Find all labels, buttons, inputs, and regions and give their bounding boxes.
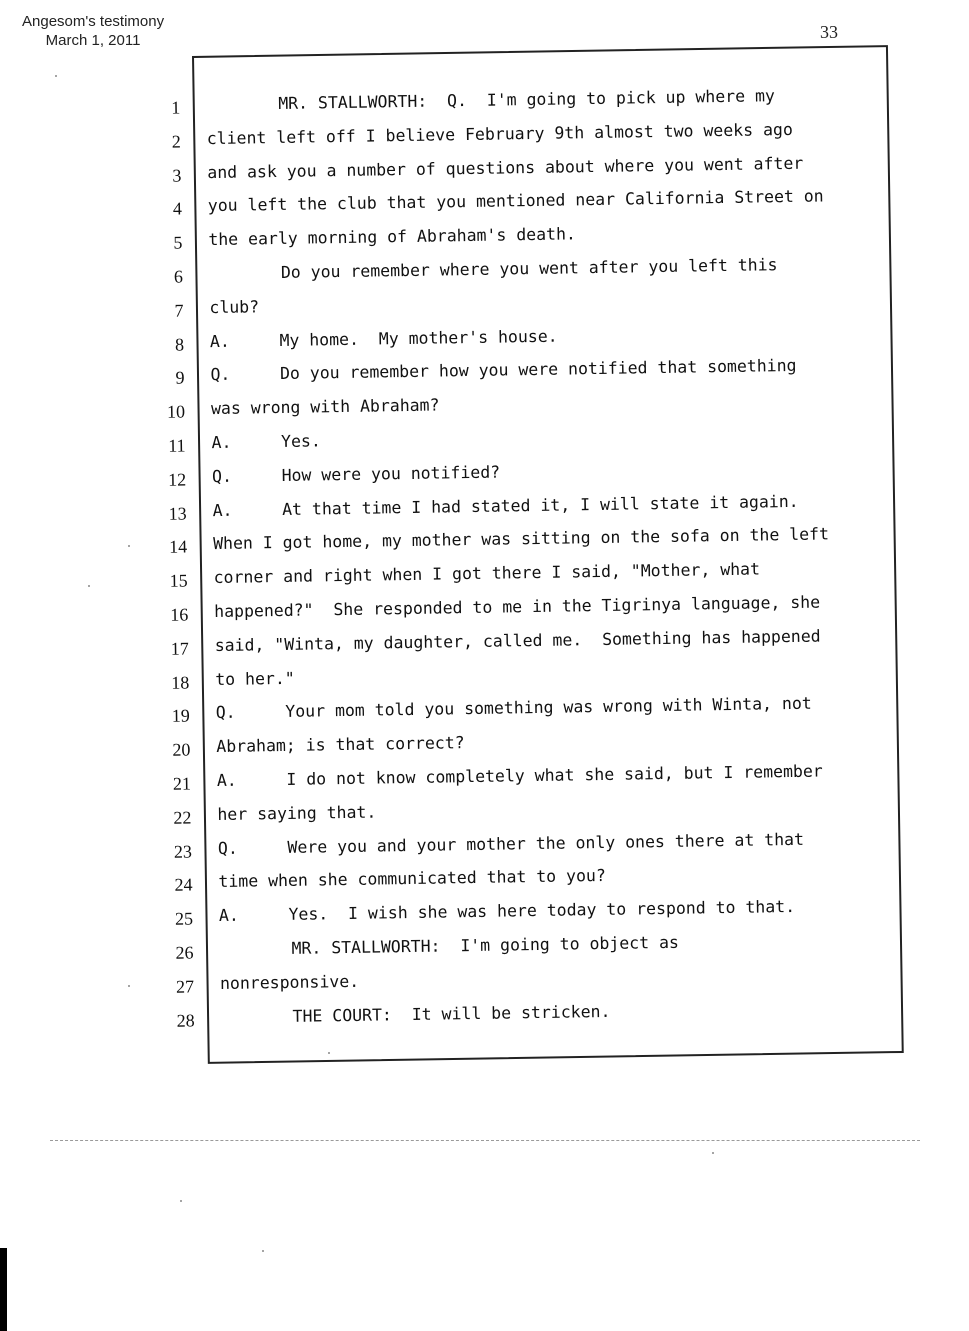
line-number: 19 — [171, 705, 190, 727]
line-number: 15 — [169, 570, 188, 591]
document-date: March 1, 2011 — [45, 32, 141, 49]
line-number: 21 — [172, 773, 192, 794]
line-text: the early morning of Abraham's death. — [208, 224, 577, 250]
line-number: 16 — [170, 604, 189, 625]
scan-edge-mark — [0, 1248, 7, 1331]
line-text: Q. Your mom told you something was wrong with Winta, not — [215, 694, 812, 723]
line-number: 10 — [166, 401, 186, 422]
line-text: happened?" She responded to me in the Tigrinya language, she — [214, 592, 821, 622]
scan-speck — [180, 1200, 182, 1202]
page-number: 33 — [820, 22, 838, 42]
line-number: 14 — [169, 536, 188, 558]
scan-speck — [712, 1152, 714, 1154]
line-number: 7 — [174, 300, 184, 321]
line-number: 13 — [168, 503, 187, 524]
line-text: her saying that. — [217, 802, 377, 824]
line-text: MR. STALLWORTH: I'm going to object as — [291, 932, 680, 958]
line-text: club? — [209, 297, 260, 317]
scan-speck — [128, 985, 130, 987]
line-number: 23 — [173, 840, 193, 862]
line-text: A. Yes. — [211, 431, 321, 453]
line-text: A. Yes. I wish she was here today to respond to that. — [218, 897, 796, 926]
line-number: 11 — [168, 435, 186, 456]
line-number: 2 — [171, 131, 181, 152]
line-number: 3 — [172, 165, 182, 186]
line-number: 17 — [170, 638, 189, 659]
line-text: to her." — [215, 668, 295, 689]
line-number: 4 — [172, 198, 183, 220]
line-text: you left the club that you mentioned near California Street on — [207, 186, 824, 216]
scan-speck — [328, 1052, 330, 1054]
line-text: was wrong with Abraham? — [210, 395, 440, 419]
line-number: 27 — [175, 976, 195, 997]
line-text: A. I do not know completely what she said, but I remember — [216, 761, 823, 790]
scan-speck — [88, 585, 90, 587]
line-text: nonresponsive. — [219, 971, 360, 993]
line-text: A. My home. My mother's house. — [209, 326, 558, 351]
line-text: A. At that time I had stated it, I will state it again. — [212, 491, 799, 520]
line-text: MR. STALLWORTH: Q. I'm going to pick up where my — [278, 86, 776, 113]
scan-speck — [55, 75, 57, 77]
line-number: 8 — [174, 334, 185, 355]
line-number: 20 — [172, 739, 191, 760]
dashed-divider — [50, 1140, 920, 1141]
line-text: time when she communicated that to you? — [218, 866, 606, 892]
scan-speck — [262, 1250, 264, 1252]
line-number: 26 — [175, 942, 194, 963]
line-number: 22 — [173, 807, 192, 828]
document-header — [22, 12, 164, 50]
line-number: 24 — [174, 874, 193, 896]
line-number: 9 — [175, 367, 185, 389]
line-text: Abraham; is that correct? — [216, 733, 465, 757]
scan-speck — [128, 545, 130, 547]
line-text: THE COURT: It will be stricken. — [292, 1001, 611, 1026]
line-text: corner and right when I got there I said, "Mother, what — [213, 559, 761, 588]
line-text: Q. How were you notified? — [211, 462, 501, 486]
line-text: and ask you a number of questions about where you went after — [207, 153, 804, 182]
line-number: 28 — [176, 1009, 195, 1031]
line-number: 25 — [174, 908, 194, 929]
line-text: client left off I believe February 9th almost two weeks ago — [206, 119, 793, 148]
line-number: 5 — [173, 232, 183, 253]
document-title: Angesom's testimony — [22, 13, 165, 30]
line-text: Do you remember where you went after you left this — [280, 255, 778, 282]
line-number: 6 — [173, 266, 184, 287]
line-number: 18 — [171, 672, 190, 693]
transcript-body — [150, 78, 905, 1036]
line-text: When I got home, my mother was sitting on the sofa on the left — [212, 524, 830, 554]
line-text: Q. Were you and your mother the only ones there at that — [217, 829, 805, 858]
line-text: Q. Do you remember how you were notified that something — [210, 356, 797, 385]
line-text: said, "Winta, my daughter, called me. Something has happened — [214, 626, 821, 655]
line-number: 1 — [171, 97, 181, 118]
line-number: 12 — [167, 469, 187, 490]
